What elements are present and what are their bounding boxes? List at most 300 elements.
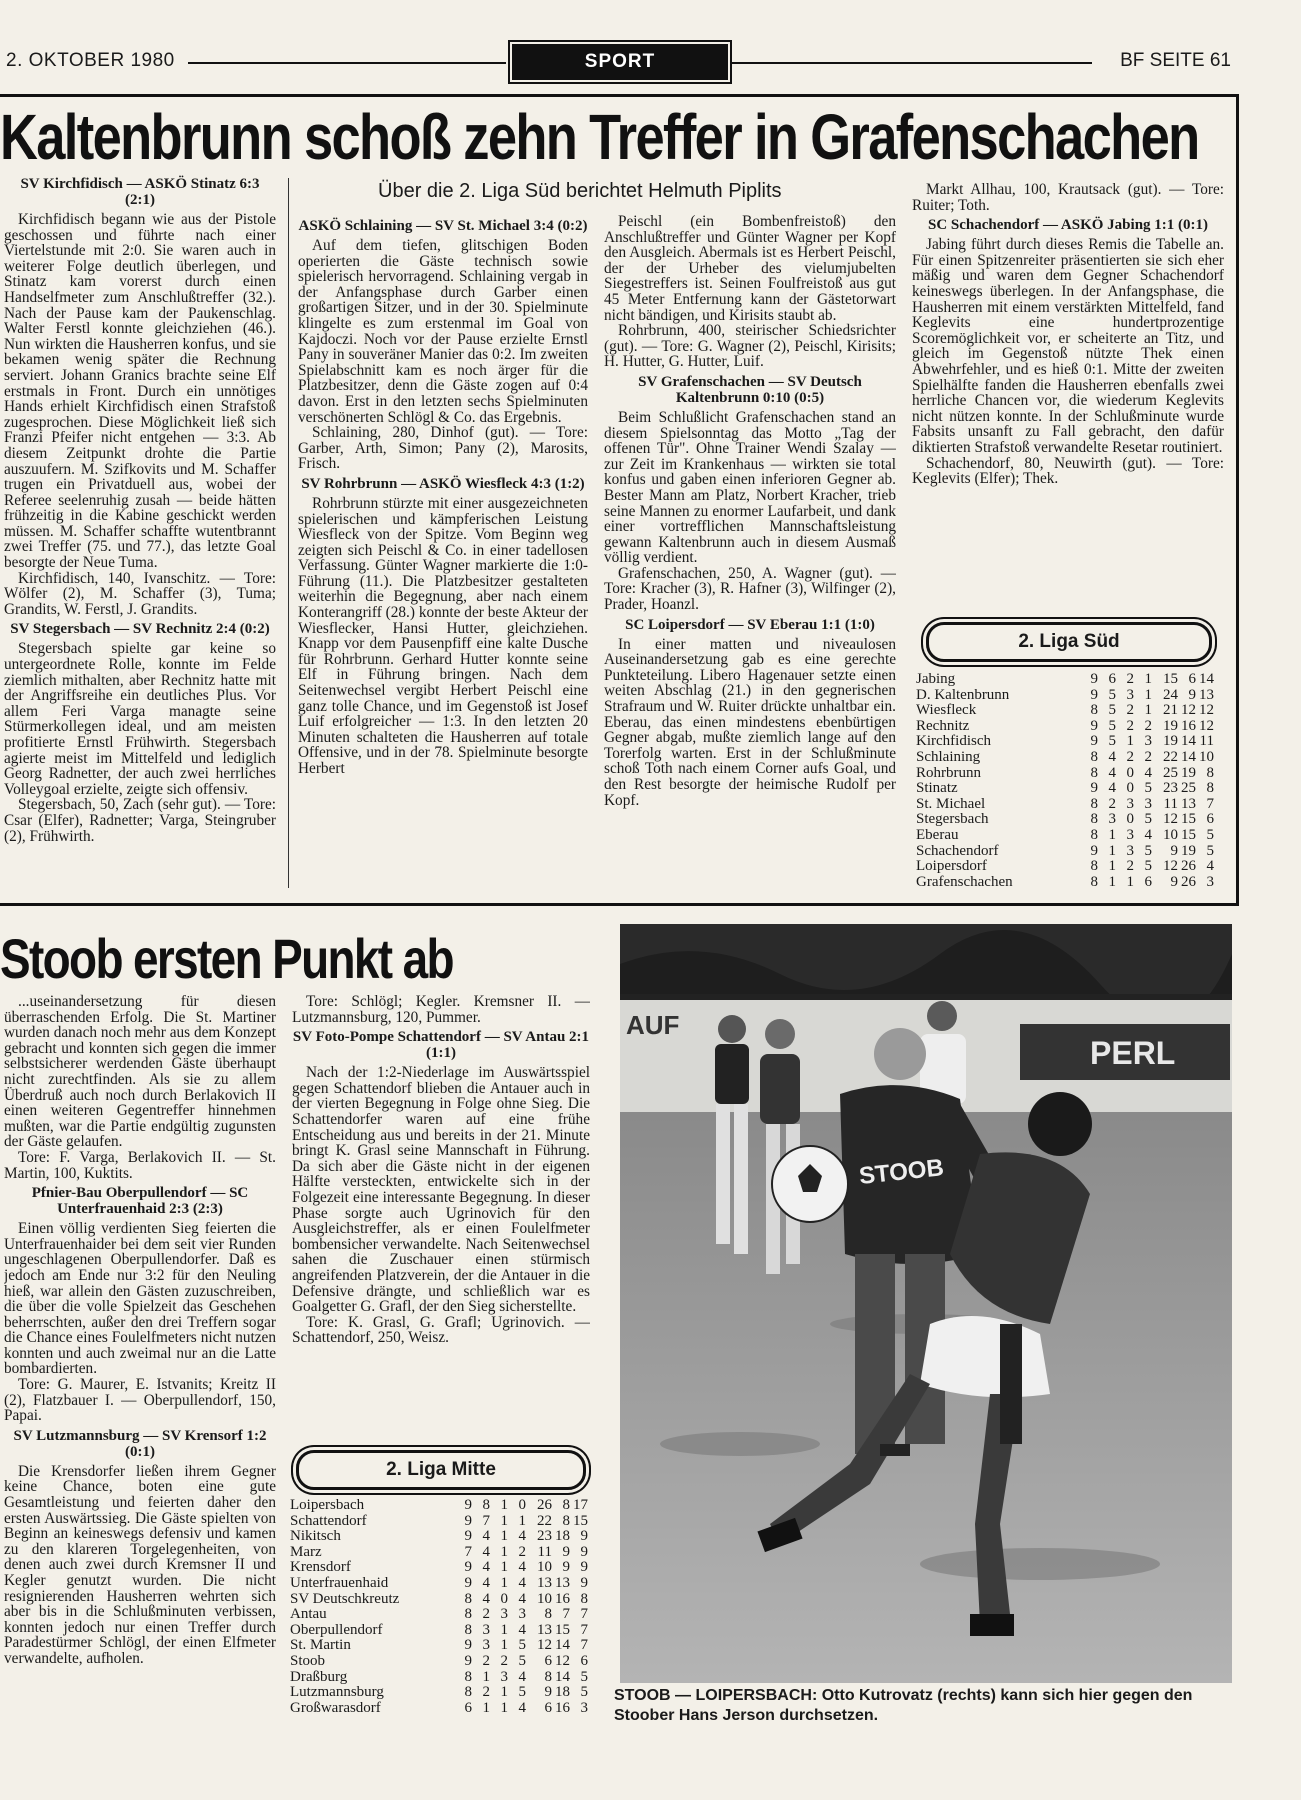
column-rule — [288, 178, 289, 888]
match-heading: SV Stegersbach — SV Rechnitz 2:4 (0:2) — [10, 621, 270, 638]
table-cell: 2 — [1108, 795, 1116, 812]
article1-column-3 — [604, 214, 896, 887]
paragraph: Tore: Schlögl; Kegler. Kremsner II. — Lutzmannsburg, 120, Pummer. — [292, 994, 590, 1026]
table-cell: 4 — [518, 1574, 526, 1591]
table-cell: 19 — [1181, 764, 1196, 781]
table-cell: 1 — [500, 1543, 508, 1560]
table-cell: 4 — [518, 1621, 526, 1638]
table-cell: 19 — [1163, 717, 1178, 734]
table-cell: 7 — [1206, 795, 1214, 812]
table-cell: 8 — [1090, 702, 1098, 719]
table-cell: 19 — [1181, 842, 1196, 859]
table-cell: 3 — [500, 1668, 508, 1685]
article1-column-4 — [912, 182, 1224, 602]
table-cell: 8 — [1090, 811, 1098, 828]
table-row — [290, 1670, 588, 1686]
paragraph: Tore: K. Grasl, G. Grafl; Ugrinovich. — Schattendorf, 250, Weisz. — [292, 1313, 590, 1347]
team-name: Draßburg — [290, 1668, 348, 1685]
table-cell: 9 — [562, 1543, 570, 1560]
table-cell: 9 — [1090, 686, 1098, 703]
table-cell: 2 — [482, 1684, 490, 1701]
table-cell: 8 — [464, 1621, 472, 1638]
table-cell: 9 — [1090, 780, 1098, 797]
table-cell: 8 — [580, 1590, 588, 1607]
table-cell: 9 — [1170, 873, 1178, 890]
table-cell: 5 — [1108, 686, 1116, 703]
table-cell: 10 — [537, 1559, 552, 1576]
table-cell: 9 — [464, 1559, 472, 1576]
table-row — [290, 1529, 588, 1545]
table-row — [916, 688, 1214, 704]
table-cell: 9 — [464, 1637, 472, 1654]
table-row — [916, 719, 1214, 735]
match-heading: SV Lutzmannsburg — SV Krensorf 1:2 (0:1) — [13, 1427, 267, 1460]
table-cell: 9 — [562, 1559, 570, 1576]
table-row — [916, 781, 1214, 797]
table-cell: 3 — [1126, 686, 1134, 703]
paragraph: Schlaining, 280, Dinhof (gut). — Tore: Garber, Arth, Simon; Pany (2), Marosits, Frisch. — [298, 424, 588, 473]
table-cell: 8 — [544, 1606, 552, 1623]
table-cell: 6 — [1144, 873, 1152, 890]
header-rule-left — [188, 62, 506, 64]
table-cell: 4 — [482, 1559, 490, 1576]
table-cell: 21 — [1163, 702, 1178, 719]
photo-illustration — [620, 924, 1232, 1683]
match-heading: SV Rohrbrunn — ASKÖ Wiesfleck 4:3 (1:2) — [301, 475, 585, 492]
table-cell: 16 — [555, 1590, 570, 1607]
byline: Über die 2. Liga Süd berichtet Helmuth Piplits — [378, 180, 782, 202]
table-cell: 9 — [1170, 842, 1178, 859]
team-name: Rohrbrunn — [916, 764, 981, 781]
table-cell: 4 — [482, 1543, 490, 1560]
table-cell: 1 — [500, 1699, 508, 1716]
table-cell: 1 — [1144, 686, 1152, 703]
table-cell: 8 — [1206, 764, 1214, 781]
table-cell: 2 — [482, 1606, 490, 1623]
team-name: Loipersdorf — [916, 858, 987, 875]
table-cell: 6 — [1108, 671, 1116, 687]
table-cell: 2 — [1126, 702, 1134, 719]
table-cell: 9 — [1090, 733, 1098, 750]
table-cell: 10 — [537, 1590, 552, 1607]
table-cell: 4 — [1144, 764, 1152, 781]
team-name: St. Martin — [290, 1637, 351, 1654]
table-cell: 2 — [1126, 717, 1134, 734]
table-cell: 2 — [1126, 748, 1134, 765]
team-name: Stoob — [290, 1652, 326, 1669]
table-cell: 5 — [518, 1637, 526, 1654]
table-cell: 9 — [580, 1528, 588, 1545]
paragraph: Stegersbach, 50, Zach (sehr gut). — Tore: Csar (Elfer), Radnetter; Varga, Steingruber (2), Frühwirth. — [4, 796, 276, 845]
table-row — [290, 1498, 588, 1514]
team-name: Eberau — [916, 826, 959, 843]
table-cell: 1 — [1144, 702, 1152, 719]
table-cell: 4 — [1108, 780, 1116, 797]
table-row — [916, 766, 1214, 782]
paragraph: Tore: F. Varga, Berlakovich II. — St. Martin, 100, Kuktits. — [4, 1148, 276, 1182]
match-heading: SV Grafenschachen — SV Deutsch Kaltenbrunn 0:10 (0:5) — [638, 373, 862, 406]
table-cell: 7 — [580, 1621, 588, 1638]
table-cell: 1 — [500, 1574, 508, 1591]
table-cell: 6 — [1206, 811, 1214, 828]
table-cell: 12 — [537, 1637, 552, 1654]
table-cell: 5 — [518, 1652, 526, 1669]
table-cell: 13 — [537, 1574, 552, 1591]
team-name: Krensdorf — [290, 1559, 351, 1576]
table-cell: 25 — [1163, 764, 1178, 781]
table-cell: 8 — [562, 1497, 570, 1513]
table-cell: 9 — [544, 1684, 552, 1701]
team-name: Marz — [290, 1543, 322, 1560]
table-cell: 7 — [580, 1606, 588, 1623]
table-cell: 17 — [573, 1497, 588, 1513]
table-cell: 13 — [555, 1574, 570, 1591]
caption-text: Otto Kutrovatz (rechts) kann sich hier gegen den Stoober Hans Jerson durchsetzen. — [614, 1687, 1193, 1724]
table-cell: 11 — [1163, 795, 1178, 812]
table-cell: 8 — [464, 1606, 472, 1623]
table-title-liga-mitte: 2. Liga Mitte — [296, 1450, 586, 1490]
team-name: Jabing — [916, 671, 956, 687]
table-cell: 14 — [555, 1637, 570, 1654]
standings-table-liga-mitte — [290, 1498, 588, 1716]
table-cell: 3 — [1126, 795, 1134, 812]
table-cell: 1 — [482, 1699, 490, 1716]
table-cell: 3 — [518, 1606, 526, 1623]
header-date: 2. OKTOBER 1980 — [6, 50, 175, 71]
banner-text-left: AUF — [626, 1010, 680, 1040]
team-name: Oberpullendorf — [290, 1621, 383, 1638]
team-name: Großwarasdorf — [290, 1699, 381, 1716]
team-name: Stegersbach — [916, 811, 989, 828]
table-cell: 4 — [482, 1528, 490, 1545]
table-row — [290, 1701, 588, 1717]
table-cell: 12 — [1163, 858, 1178, 875]
table-cell: 5 — [1108, 733, 1116, 750]
table-cell: 9 — [464, 1574, 472, 1591]
table-cell: 5 — [1144, 780, 1152, 797]
table-cell: 4 — [518, 1699, 526, 1716]
table-cell: 7 — [562, 1606, 570, 1623]
table-cell: 9 — [1188, 686, 1196, 703]
team-name: Lutzmannsburg — [290, 1684, 384, 1701]
table-cell: 22 — [537, 1512, 552, 1529]
table-cell: 11 — [1199, 733, 1214, 750]
table-cell: 3 — [500, 1606, 508, 1623]
table-cell: 7 — [464, 1543, 472, 1560]
table-row — [916, 703, 1214, 719]
table-cell: 14 — [1181, 748, 1196, 765]
table-cell: 1 — [1108, 842, 1116, 859]
table-cell: 3 — [1126, 842, 1134, 859]
table-row — [916, 859, 1214, 875]
team-name: Stinatz — [916, 780, 958, 797]
shirt-text: STOOB — [857, 1154, 946, 1190]
paragraph: Jabing führt durch dieses Remis die Tabelle an. Für einen Spitzenreiter präsentierten sie sich eher mäßig und waren dem Gegner Schachendorf keineswegs überlegen. In der Anfangsphase, die Hausherren mit einem verstärkten Mittelfeld, fand Keglevits eine hundertprozentige Scoremöglichkeit vor, er scheiterte an Titz, und gleich im Gegenstoß nützte Thek einen Abwehrfehler, und es hieß 0:1. Mitte der zweiten Spielhälfte fanden die Hausherren ebenfalls zwei herrliche Chancen vor, die wiederum Keglevits nicht nützen konnte. In der Schlußminute wurde Fabsits unsanft zu Fall gebracht, den dafür diktierten Strafstoß verwandelte Resetar routiniert. — [912, 236, 1224, 456]
table-cell: 1 — [482, 1668, 490, 1685]
table-row — [290, 1623, 588, 1639]
table-cell: 3 — [1126, 826, 1134, 843]
table-cell: 1 — [500, 1528, 508, 1545]
match-heading: SV Foto-Pompe Schattendorf — SV Antau 2:1 (1:1) — [292, 1029, 590, 1062]
table-cell: 7 — [482, 1512, 490, 1529]
table-cell: 15 — [1181, 811, 1196, 828]
table-cell: 12 — [1199, 717, 1214, 734]
paragraph: Kirchfidisch begann wie aus der Pistole geschossen und führte nach einer Viertelstunde mit 2:0. Sie waren auch in weiterer Folge deutlich überlegen, und Stinatz kam vorerst durch einen Handselfmeter zum Anschlußtreffer (32.). Nach der Pause kam der Paukenschlag. Walter Ferstl konnte gleichziehen (46.). Nun wirkten die Hausherren konfus, und sie bekamen wenig später die Rechnung serviert. Johann Granics brachte seine Elf erstmals in Front. Durch ein unnötiges Hands erhielt Kirchfidisch einen Strafstoß zugesprochen. Diese Möglichkeit ließ sich Franzi Pfeifer nicht entgehen — 3:3. Ab diesem Zeitpunkt drohte die Partie auszuufern. M. Szifkovits und M. Schaffer trugen ein Privatduell aus, wobei der Referee seelenruhig zusah — beide hätten frühzeitig in die Kabine geschickt werden müssen. M. Schaffer schaffte wutentbrannt zwei Treffer (75. und 77.), das letzte Goal besorgte der Neue Tuma. — [4, 211, 276, 572]
table-cell: 11 — [537, 1543, 552, 1560]
table-cell: 9 — [464, 1512, 472, 1529]
table-row — [916, 844, 1214, 860]
table-cell: 3 — [580, 1699, 588, 1716]
paragraph: Kirchfidisch, 140, Ivanschitz. — Tore: Wölfer (2), M. Schaffer (3), Tuma; Grandits, W. Ferstl, J. Grandits. — [4, 569, 276, 618]
table-cell: 8 — [1090, 873, 1098, 890]
table-cell: 14 — [1181, 733, 1196, 750]
table-cell: 1 — [1126, 873, 1134, 890]
table-cell: 9 — [464, 1497, 472, 1513]
team-name: Kirchfidisch — [916, 733, 991, 750]
table-cell: 2 — [500, 1652, 508, 1669]
table-cell: 15 — [1163, 671, 1178, 687]
table-cell: 4 — [518, 1559, 526, 1576]
table-cell: 5 — [1206, 826, 1214, 843]
table-cell: 2 — [1126, 858, 1134, 875]
table-cell: 7 — [580, 1637, 588, 1654]
table-row — [290, 1576, 588, 1592]
match-heading: SV Kirchfidisch — ASKÖ Stinatz 6:3 (2:1) — [20, 176, 260, 208]
paragraph: Rohrbrunn stürzte mit einer ausgezeichneten spielerischen und kämpferischen Leistung Wiesfleck von der Spitze. Vom Beginn weg zeigten sich Peischl & Co. in einer tadellosen Verfassung. Günter Wagner markierte die 1:0-Führung (11.). Die Platzbesitzer gestalteten weiterhin die Begegnung, aber nach einem Konterangriff (28.) konnte der beste Akteur der Wiesflecker, Hansi Hutter, gleichziehen. Knapp vor dem Pausenpfiff eine kalte Dusche für Rohrbrunn. Gerhard Hutter konnte seine Elf in Führung bringen. Nach dem Seitenwechsel vergibt Herbert Peischl eine ganz tolle Chance, und im Gegenstoß ist Josef Luif erfolgreicher — 1:3. In den letzten 20 Minuten schalteten die Hausherren auf totale Offensive, und in der 78. Spielminute besorgte Herbert — [298, 494, 588, 777]
header-rule-right — [732, 62, 1092, 64]
headline-liga-sued: Kaltenbrunn schoß zehn Treffer in Grafenschachen — [0, 101, 1199, 173]
table-cell: 1 — [518, 1512, 526, 1529]
table-row — [290, 1592, 588, 1608]
table-row — [916, 828, 1214, 844]
table-cell: 1 — [500, 1621, 508, 1638]
table-row — [916, 875, 1214, 891]
table-cell: 26 — [1181, 858, 1196, 875]
table-cell: 10 — [1163, 826, 1178, 843]
standings-table-liga-sued — [916, 672, 1214, 890]
section-label: SPORT — [512, 44, 728, 80]
table-cell: 12 — [1163, 811, 1178, 828]
table-row — [290, 1654, 588, 1670]
table-cell: 8 — [1090, 826, 1098, 843]
table-cell: 15 — [1181, 826, 1196, 843]
table-cell: 26 — [537, 1497, 552, 1513]
table-cell: 6 — [1188, 671, 1196, 687]
team-name: Loipersbach — [290, 1497, 365, 1513]
table-row — [290, 1560, 588, 1576]
paragraph: Einen völlig verdienten Sieg feierten die Unterfrauenhaider bei dem seit vier Runden ungeschlagenen Oberpullendorfer. Daß es jedoch am Ende nur 3:2 für den Neuling hieß, war allein den Gästen zuzuschreiben, die über die volle Spielzeit das Geschehen beherrschten, außer den drei Treffern sogar die Chance eines Foulelfmeters nicht nutzen konnten und auch zweimal nur an die Latte bombardierten. — [4, 1220, 276, 1378]
match-heading: SC Loipersdorf — SV Eberau 1:1 (1:0) — [625, 616, 875, 633]
paragraph: Peischl (ein Bombenfreistoß) den Anschlußtreffer und Günter Wagner per Kopf den Ausgleich. Abermals ist es Herbert Peischl, der der Urheber des vielumjubelten Siegestreffers ist. Seinen Foulfreistoß aus gut 45 Meter Entfernung kann der Gästetorwart nicht bändigen, und Kirisits staubt ab. — [604, 214, 896, 324]
table-cell: 1 — [1108, 858, 1116, 875]
table-cell: 16 — [555, 1699, 570, 1716]
table-cell: 3 — [1206, 873, 1214, 890]
team-name: SV Deutschkreutz — [290, 1590, 400, 1607]
table-cell: 23 — [1163, 780, 1178, 797]
table-cell: 23 — [537, 1528, 552, 1545]
match-heading: Pfnier-Bau Oberpullendorf — SC Unterfrauenhaid 2:3 (2:3) — [31, 1185, 249, 1218]
paragraph: Rohrbrunn, 400, steirischer Schiedsrichter (gut). — Tore: G. Wagner (2), Peischl, Kirisits; H. Hutter, G. Hutter, Luif. — [604, 322, 896, 371]
table-cell: 5 — [580, 1684, 588, 1701]
table-cell: 8 — [464, 1668, 472, 1685]
table-cell: 12 — [555, 1652, 570, 1669]
table-cell: 8 — [464, 1684, 472, 1701]
team-name: Antau — [290, 1606, 327, 1623]
table-cell: 13 — [1181, 795, 1196, 812]
table-cell: 5 — [1144, 811, 1152, 828]
table-row — [916, 812, 1214, 828]
page-number: BF SEITE 61 — [1120, 50, 1231, 71]
table-cell: 10 — [1199, 748, 1214, 765]
paragraph: Stegersbach spielte gar keine so untergeordnete Rolle, konnte im Felde ziemlich mithalten, aber Rechnitz hatte mit der Angriffsreihe ein deutliches Plus. Vor allem Feri Varga managte seine Stürmerkollegen ideal, und am meisten profitierte Ernstl Frühwirth. Stegersbach agierte meist im Mittelfeld und lediglich Georg Radnetter, der auch zwei herrliches Volleygoal erzielte, zeigte sich offensiv. — [4, 640, 276, 798]
paragraph: Grafenschachen, 250, A. Wagner (gut). — Tore: Kracher (3), R. Hafner (3), Wilfinger (2), Prader, Hoanzl. — [604, 564, 896, 614]
team-name: Grafenschachen — [916, 873, 1013, 890]
table-cell: 8 — [1090, 795, 1098, 812]
table-cell: 2 — [482, 1652, 490, 1669]
table-cell: 2 — [518, 1543, 526, 1560]
table-cell: 1 — [500, 1637, 508, 1654]
table-cell: 8 — [1206, 780, 1214, 797]
table-cell: 9 — [580, 1559, 588, 1576]
caption-lead: STOOB — LOIPERSBACH: — [614, 1687, 818, 1704]
table-cell: 5 — [518, 1684, 526, 1701]
table-cell: 5 — [1108, 717, 1116, 734]
table-cell: 1 — [500, 1497, 508, 1513]
table-cell: 1 — [500, 1559, 508, 1576]
paragraph: Beim Schlußlicht Grafenschachen stand an diesem Spielsonntag das Motto „Tag der offenen Tür". Ohne Trainer Wendi Szalay — zur Zeit im Krankenhaus — wirkten sie total konfus und gaben einen inferioren Gegner ab. Bester Mann am Platz, Norbert Kracher, trieb seine Mannen zu enormer Laufarbeit, und dank einer vortrefflichen Mannschaftsleistung gewann Kaltenbrunn auch in diesem Ausmaß völlig verdient. — [604, 408, 896, 567]
team-name: St. Michael — [916, 795, 986, 812]
banner-text-right: PERL — [1090, 1035, 1176, 1071]
table-cell: 3 — [1108, 811, 1116, 828]
team-name: Rechnitz — [916, 717, 970, 734]
table-cell: 8 — [1090, 858, 1098, 875]
table-cell: 15 — [573, 1512, 588, 1529]
table-cell: 19 — [1163, 733, 1178, 750]
table-cell: 0 — [1126, 764, 1134, 781]
table-cell: 4 — [482, 1574, 490, 1591]
team-name: Wiesfleck — [916, 702, 977, 719]
photo-caption — [614, 1686, 1234, 1726]
table-cell: 6 — [464, 1699, 472, 1716]
paragraph: In einer matten und niveaulosen Auseinandersetzung gab es eine gerechte Punkteteilung. Libero Hagenauer setzte einen weiten Abschlag (21.) in den gegnerischen Strafraum und W. Ruiter drückte unhaltbar ein. Eberau, das einen mindestens ebenbürtigen Gegner abgab, mußte ziemlich lange auf den Torerfolg warten. Erst in der Schlußminute schoß Toth nach einem Corner aufs Goal, und den Rest besorgte der heimische Rudolf per Kopf. — [604, 635, 896, 809]
table-cell: 0 — [1126, 811, 1134, 828]
article1-column-2 — [298, 214, 588, 887]
table-cell: 13 — [537, 1621, 552, 1638]
table-cell: 26 — [1181, 873, 1196, 890]
team-name: Schattendorf — [290, 1512, 367, 1529]
article1-column-1 — [4, 172, 276, 887]
table-cell: 5 — [1108, 702, 1116, 719]
table-cell: 12 — [1181, 702, 1196, 719]
table-cell: 5 — [1144, 858, 1152, 875]
table-row — [916, 797, 1214, 813]
table-cell: 8 — [1090, 764, 1098, 781]
table-cell: 5 — [580, 1668, 588, 1685]
table-cell: 9 — [580, 1574, 588, 1591]
paragraph: Markt Allhau, 100, Krautsack (gut). — Tore: Ruiter; Toth. — [912, 182, 1224, 214]
table-cell: 1 — [500, 1512, 508, 1529]
table-cell: 4 — [1144, 826, 1152, 843]
table-cell: 22 — [1163, 748, 1178, 765]
table-cell: 3 — [1144, 733, 1152, 750]
table-cell: 0 — [518, 1497, 526, 1513]
table-cell: 15 — [555, 1621, 570, 1638]
table-cell: 12 — [1199, 702, 1214, 719]
table-cell: 6 — [580, 1652, 588, 1669]
table-cell: 9 — [464, 1528, 472, 1545]
table-row — [290, 1685, 588, 1701]
table-cell: 1 — [500, 1684, 508, 1701]
table-row — [916, 672, 1214, 688]
table-cell: 9 — [1090, 671, 1098, 687]
table-cell: 6 — [544, 1652, 552, 1669]
table-cell: 4 — [1108, 748, 1116, 765]
table-cell: 1 — [1108, 873, 1116, 890]
match-photo — [620, 924, 1232, 1683]
table-cell: 1 — [1144, 671, 1152, 687]
table-cell: 3 — [482, 1637, 490, 1654]
paragraph: Auf dem tiefen, glitschigen Boden operierten die Gäste technisch sowie spielerisch hervorragend. Schlaining vergab in der Anfangsphase durch Garber einen großartigen Sitzer, und in der 30. Spielminute klingelte es zum erstenmal im Goal von Kajdoczi. Noch vor der Pause erzielte Ernstl Pany in souveräner Manier das 0:2. Im zweiten Spielabschnitt kam es noch ärger für die Platzbesitzer, denn die Gäste zogen auf 0:4 davon. Erst in den letzten sechs Spielminuten verschönerten Schlögl & Co. das Ergebnis. — [298, 237, 588, 426]
table-cell: 3 — [1144, 795, 1152, 812]
table-cell: 2 — [1126, 671, 1134, 687]
table-cell: 4 — [518, 1590, 526, 1607]
table-cell: 8 — [562, 1512, 570, 1529]
paragraph: Schachendorf, 80, Neuwirth (gut). — Tore: Keglevits (Elfer); Thek. — [912, 454, 1224, 488]
table-cell: 8 — [464, 1590, 472, 1607]
article2-column-2 — [292, 994, 590, 1404]
table-cell: 9 — [1090, 842, 1098, 859]
paragraph: Tore: G. Maurer, E. Istvanits; Kreitz II (2), Flatzbauer I. — Oberpullendorf, 150, Papai. — [4, 1376, 276, 1425]
team-name: Unterfrauenhaid — [290, 1574, 389, 1591]
table-cell: 5 — [1144, 842, 1152, 859]
team-name: Nikitsch — [290, 1528, 341, 1545]
table-cell: 4 — [1206, 858, 1214, 875]
article2-column-1 — [4, 994, 276, 1716]
table-cell: 4 — [518, 1528, 526, 1545]
team-name: Schachendorf — [916, 842, 999, 859]
table-row — [290, 1607, 588, 1623]
match-heading: ASKÖ Schlaining — SV St. Michael 3:4 (0:2) — [298, 218, 588, 234]
table-cell: 13 — [1199, 686, 1214, 703]
table-cell: 8 — [482, 1497, 490, 1513]
table-cell: 6 — [544, 1699, 552, 1716]
paragraph: ...useinandersetzung für diesen überraschenden Erfolg. Die St. Martiner wurden danach noch mehr aus dem Konzept gebracht und konnten sich gegen die immer selbstsicherer werdenden Gäste überhaupt nicht zurechtfinden. Als sie zu allem Überdruß auch noch durch Berlakovich II einen weiteren Gegentreffer hinnehmen mußten, war die Partie endgültig zugunsten der Gäste gelaufen. — [4, 994, 276, 1151]
table-row — [916, 734, 1214, 750]
table-cell: 14 — [555, 1668, 570, 1685]
table-cell: 2 — [1144, 717, 1152, 734]
table-cell: 0 — [1126, 780, 1134, 797]
table-row — [290, 1638, 588, 1654]
table-title-liga-sued: 2. Liga Süd — [926, 622, 1212, 662]
headline-stoob: Stoob ersten Punkt ab — [0, 927, 453, 990]
table-cell: 4 — [518, 1668, 526, 1685]
table-row — [290, 1514, 588, 1530]
team-name: Schlaining — [916, 748, 981, 765]
paragraph: Die Krensdorfer ließen ihrem Gegner keine Chance, boten eine gute Gesamtleistung und feierten daher den ersten Auswärtssieg. Die Gäste spielten von Beginn an keineswegs defensiv und kamen zu den klareren Torgelegenheiten, von denen auch zwei durch Kremsner II und Kegler genutzt wurden. Die nicht resignierenden Hausherren wehrten sich aber bis in die Schlußminuten verbissen, konnten jedoch nur einen Treffer durch Paradestürmer Schlögl, der einen Elfmeter verwandelte, aufholen. — [4, 1462, 276, 1667]
table-cell: 4 — [482, 1590, 490, 1607]
table-cell: 24 — [1163, 686, 1178, 703]
match-heading: SC Schachendorf — ASKÖ Jabing 1:1 (0:1) — [927, 217, 1209, 234]
table-cell: 8 — [544, 1668, 552, 1685]
table-row — [916, 750, 1214, 766]
table-cell: 1 — [1108, 826, 1116, 843]
table-cell: 9 — [464, 1652, 472, 1669]
table-cell: 5 — [1206, 842, 1214, 859]
table-cell: 1 — [1126, 733, 1134, 750]
table-cell: 4 — [1108, 764, 1116, 781]
table-cell: 18 — [555, 1528, 570, 1545]
table-cell: 0 — [500, 1590, 508, 1607]
